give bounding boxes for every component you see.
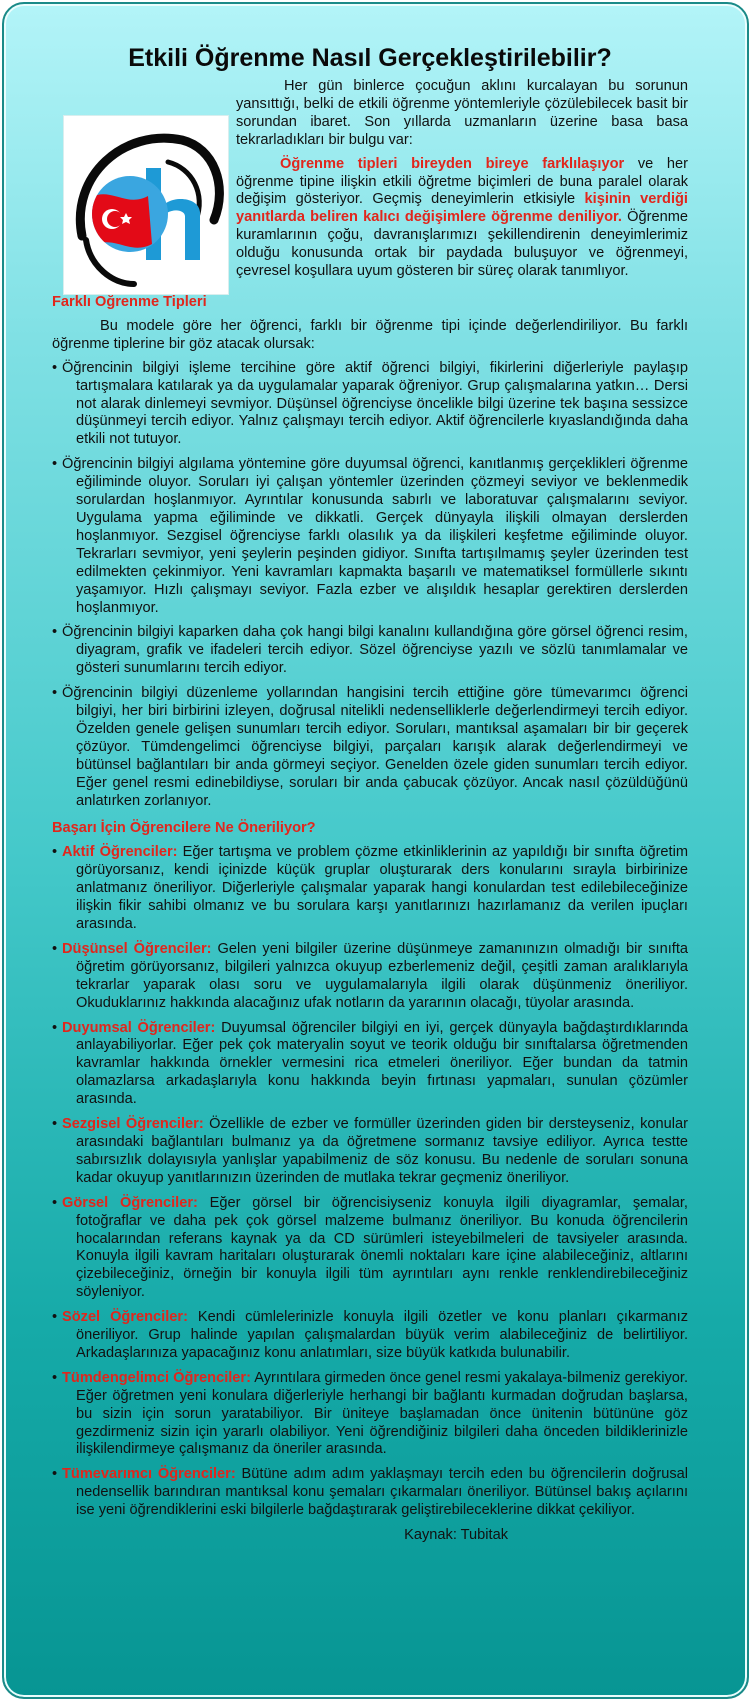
item-label: Tümevarımcı Öğrenciler: [62, 1466, 236, 1483]
highlight-text: Öğrenme tipleri bireyden bireye farklılaşıyor [280, 155, 625, 172]
list-item: • Öğrencinin bilgiyi kaparken daha çok hangi bilgi kanalını kullandığına göre görsel öğrenci resim, diyagram, grafik ve ifadeleri tercih ediyor. Sözel öğrenciyse yazılı ve sözlü tanımlamalar ve gösteri sunumlarını tercih ediyor. [52, 624, 688, 677]
item-label: Duyumsal Öğrenciler: [62, 1019, 216, 1036]
item-label: Sözel Öğrenciler: [62, 1309, 188, 1326]
body-text: ve her öğrenme tipine ilişkin etkili öğretme biçimleri de buna paralel olarak değişim gösteriyor. Geçmiş deneyimlerin etkisiyle [236, 155, 689, 208]
list-item: • Sözel Öğrenciler: Kendi cümlelerinizle konuyla ilgili özetler ve konu planları çıkarmanız öneriliyor. Grup halinde yapılan çalışmalardan büyük verim alabileceğiniz de belirtiliyor. Arkadaşlarınıza yapacağınız konu anlatımları, size büyük katkıda bulunabilir. [52, 1309, 688, 1361]
list-item: • Görsel Öğrenciler: Eğer görsel bir öğrencisiyseniz konuyla ilgili diyagramlar, şemalar, fotoğraflar ve daha pek çok görsel malzeme bulmanız öneriliyor. Bu konuda öğrencilerin hocalarından referans kaynak ya da CD sürümleri isteyebilmeleri de tavsiyeler arasında. Konuyla ilgili kavram haritaları oluşturarak önemli noktaları kare içine alabileceğiniz, altlarını çizebileceğiniz, örneğin bir konuyla ilgili tüm ayrıntıları aynı renkle renklendirebileceğiniz söyleniyor. [52, 1194, 688, 1301]
learning-types-list [52, 360, 688, 811]
section-title-recommendations: Başarı İçin Öğrencilere Ne Öneriliyor? [52, 820, 316, 837]
intro-paragraph-1: Her gün binlerce çocuğun aklını kurcalayan bu sorunun yansıttığı, belki de etkili öğrenme yöntemleriyle çözülebilecek basit bir sorundan ibaret. Son yıllarda uzmanların üzerine basa basa tekrarladıkları bir bulgu var: [236, 78, 688, 148]
recommendations-list [52, 844, 688, 1520]
h-logo-icon [64, 116, 228, 294]
intro [52, 78, 688, 281]
list-item: • Tümdengelimci Öğrenciler: Ayrıntılara girmeden önce genel resmi yakalaya-bilmeniz gerekiyor. Eğer öğretmen yeni konulara diğerleriyle herhangi bir bağlantı kurmadan doğrudan başlarsa, bu sizin için sorun yaratabiliyor. Bir üniteye başlamadan önce ünitenin bütününe göz gezdirmeniz sizin için yararlı olabiliyor. Yeni öğrendiğiniz bilgileri daha önceden bildiklerinizle ilişkilendirmeye çalışmanız da öneriler arasında. [52, 1369, 688, 1458]
list-item: • Tümevarımcı Öğrenciler: Bütüne adım adım yaklaşmayı tercih eden bu öğrencilerin doğrusal nedensellik barındıran mantıksal konu şemaları çıkarmaları öneriliyor. Bütünsel bakış açılarını ise yeni öğrendiklerini eski bilgilerle bağdaştırarak geliştirebileceklerine dikkat çekiliyor. [52, 1466, 688, 1519]
list-item: • Aktif Öğrenciler: Eğer tartışma ve problem çözme etkinliklerinin az yapıldığı bir sınıfta öğretim görüyorsanız, kendi içinizde küçük gruplar oluşturarak ders konularını sırayla birbirinize anlatmanız öneriliyor. Diğerleriyle çalışmalar yaparak hangi konulardan test edilebileceğinize ilişkin fikir sahibi olmanız ve bu sorulara karşı yanıtlarınızı hazırlamanız da verilen ipuçları arasında. [52, 844, 688, 932]
list-item: • Öğrencinin bilgiyi işleme tercihine göre aktif öğrenci bilgiyi, fikirlerini diğerleriyle paylaşıp tartışmalara katılarak ya da uygulamalar yaparak öğreniyor. Grup çalışmalarına yatkın… Dersi not alarak dinlemeyi sevmiyor. Düşünsel öğrenciyse öncelikle bilgi üzerine tek başına sessizce düşünmeyi tercih ediyor. Yalnız çalışmayı tercih ediyor. Aktif öğrencilerle kıyaslandığında daha etkili not tutuyor. [52, 359, 688, 448]
item-label: Tümdengelimci Öğrenciler: [62, 1369, 251, 1386]
list-item: • Öğrencinin bilgiyi düzenleme yollarından hangisini tercih ettiğine göre tümevarımcı öğrenci bilgiyi, her biri birbirini izleyen, doğrusal nitelikli nedenselliklerle değerlendirmeyi tercih ediyor. Özelden genele gelişen sunumları tercih ediyor. Soruları, mantıksal aşamaları bir bir geçerek çözüyor. Tümdengelimci öğrenciyse bilgiyi, parçaları karışık alarak değerlendirmeyi ve bütünsel bağlantıları bir anda görmeyi seçiyor. Genelden özele giden sunumları tercih ediyor. Eğer genel resmi edinebildiyse, soruları bir anda çabucak çözüyor. Ancak nasıl çözüldüğünü anlatırken zorlanıyor. [52, 685, 688, 809]
list-item: • Duyumsal Öğrenciler: Duyumsal öğrenciler bilgiyi en iyi, gerçek dünyayla bağdaştırdıklarında anlayabiliyorlar. Eğer pek çok materyalin soyut ve teorik olduğu bir sınıftalarsa öğretmenden kavramlar hakkında örnekler vermesini rica etmeleri öneriliyor. Eğer bundan da tatmin olamazlarsa arkadaşlarıyla konu hakkında beyin fırtınası yapmaları, sunulan çözümler arasında. [52, 1019, 688, 1108]
item-label: Sezgisel Öğrenciler: [62, 1116, 204, 1133]
section-title-learning-types: Farklı Öğrenme Tipleri [52, 294, 207, 310]
item-label: Düşünsel Öğrenciler: [62, 940, 212, 957]
page-title: Etkili Öğrenme Nasıl Gerçekleştirilebilir? [128, 44, 612, 72]
list-item: • Sezgisel Öğrenciler: Özellikle de ezber ve formüller üzerinden giden bir dersteyseniz, konular arasındaki bağlantıları bulmanız ya da öğretmene sormanız tavsiye ediliyor. Ayrıca testte sabırsızlık dolayısıyla yanlışlar yapabilmeniz de söz konusu. Bu nedenle de soruları sonuna kadar okuyup yanıtlarınızın üzerinden de mutlaka tekrar geçmeniz öneriliyor. [52, 1116, 688, 1186]
section-intro: Bu modele göre her öğrenci, farklı bir öğrenme tipi içinde değerlendiriliyor. Bu farklı öğrenme tiplerine bir göz atacak olursak: [52, 317, 688, 352]
source-credit: Kaynak: Tubitak [404, 1527, 508, 1544]
item-label: Aktif Öğrenciler: [62, 844, 178, 861]
article [52, 42, 688, 1545]
content-panel [2, 2, 749, 1699]
list-item: • Öğrencinin bilgiyi algılama yöntemine göre duyumsal öğrenci, kanıtlanmış gerçeklikleri öğrenme eğiliminde oluyor. Soruları iyi çalışan yöntemler üzerinden çözmeyi seviyor ve beklenmedik sorulardan hoşlanmıyor. Ayrıntılar konusunda sabırlı ve laboratuvar çalışmalarını seviyor. Uygulama yapma eğiliminde ve dikkatli. Gerçek dünyayla ilişkili olmayan derslerden hoşlanmıyor. Sezgisel öğrenciyse farklı olasılık ya da ilişkileri keşfetme eğiliminde oluyor. Tekrarları sevmiyor, yeni şeylerin peşinden gidiyor. Sınıfta tartışılmamış şeyler üzerinden test edilmekten çekinmiyor. Yeni kavramları kapmakta başarılı ve matematiksel formüllerle sıkıntı yaşamıyor. Hızlı çalışmayı seviyor. Fazla ezber ve alışıldık hesaplar gerektiren derslerden hoşlanmıyor. [52, 456, 688, 616]
item-label: Görsel Öğrenciler: [62, 1194, 198, 1211]
logo-image [64, 116, 228, 294]
body-text: Öğrenme kuramlarının çoğu, davranışlarımızı şekillendirenin deneyimlerimiz olduğu konusunda ortak bir paydada buluşuyor ve öğrenmeyi, çevresel koşullara uyum gösteren bir süreç olarak tanımlıyor. [236, 209, 688, 280]
list-item: • Düşünsel Öğrenciler: Gelen yeni bilgiler üzerine düşünmeye zamanınızın olmadığı bir sınıfta öğretim görüyorsanız, bilgileri yalnızca okuyup ezberlemeniz değil, çeşitli zaman aralıklarıyla tekrarlar yaparak olası soru ve uygulamalarıyla ilgili olarak düşünmeniz öneriliyor. Okuduklarınız hakkında alacağınız ufak notların da yararının olacağı, tüyolar arasında. [52, 940, 688, 1011]
highlight-text: kişinin verdiği yanıtlarda beliren kalıcı değişimlere öğrenme deniliyor. [236, 191, 688, 226]
